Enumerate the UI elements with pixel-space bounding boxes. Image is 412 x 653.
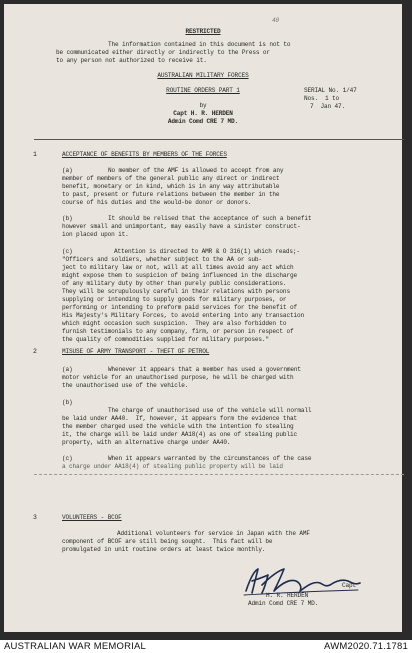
para-label-1a: (a) [62, 167, 73, 174]
para-label-2c: (c) [62, 455, 73, 462]
para-line: member of members of the general public any direct or indirect [62, 175, 280, 182]
torn-fold-line [34, 474, 404, 475]
order-date: 7 Jan 47. [310, 103, 346, 110]
para-line: the member charged used the vehicle with the intention fo stealing [62, 423, 294, 430]
para-line: promulgated in unit routine orders at least twice monthly. [62, 546, 266, 553]
para-label-1c: (c) [62, 248, 73, 255]
para-label-1b: (b) [62, 215, 73, 222]
para-line: supplying or intending to supply goods for military purposes, or [62, 296, 287, 303]
para-line: It should be relised that the acceptance of such a benefit [108, 215, 312, 222]
para-line: ject to military law or not, will at all times avoid any act which [62, 264, 294, 271]
section-title-2: MISUSE OF ARMY TRANSPORT - THEFT OF PETROL [62, 348, 210, 355]
force-heading: AUSTRALIAN MILITARY FORCES [157, 72, 249, 79]
notice-line-2: be communicated either directly or indirectly to the Press or [56, 49, 270, 56]
page-mark: 40 [272, 17, 280, 24]
signature-command: Admin Comd CRE 7 MD. [248, 600, 319, 607]
para-line: Additional volunteers for service in Japan with the AMF [117, 530, 310, 537]
para-line: They will be scrupulously careful in their relations with persons [62, 288, 290, 295]
section-title-3: VOLUNTEERS - BCOF [62, 514, 122, 521]
footer-bar [0, 640, 412, 653]
restricted-heading: RESTRICTED [185, 28, 221, 35]
section-number-1: 1 [33, 151, 37, 158]
para-line: The charge of unauthorised use of the vehicle will normall [108, 407, 312, 414]
footer-accession: AWM2020.71.1781 [324, 641, 408, 652]
para-line: it, the charge will be laid under AA18(4) as one of stealing public [62, 431, 297, 438]
para-line: the quality of commodities supplied for military purposes." [62, 336, 269, 343]
notice-line-3: to any person not authorized to receive it. [56, 57, 207, 64]
officer-command: Admin Comd CRE 7 MD. [167, 118, 239, 125]
para-line: property, with an alternative charge under AA40. [62, 439, 231, 446]
serial-number: SERIAL No. 1/47 [304, 87, 357, 94]
para-line: ion placed upon it. [62, 231, 129, 238]
section-number-3: 3 [33, 514, 37, 521]
signature-name: H. R. HERDEN [266, 592, 309, 599]
order-numbers: Nos. 1 to [304, 95, 340, 102]
section-title-1: ACCEPTANCE OF BENEFITS BY MEMBERS OF THE FORCES [62, 151, 227, 158]
notice-line-1: The information contained in this document is not to [108, 41, 291, 48]
para-line: Whenever it appears that a member has used a government [108, 366, 301, 373]
section-number-2: 2 [33, 348, 37, 355]
para-line: No member of the AMF is allowed to accept from any [108, 167, 284, 174]
para-line: might expose them to suspicion of being influenced in the discharge [62, 272, 297, 279]
header-divider [34, 139, 404, 140]
para-line: of any military duty by other than purely public considerations. [62, 280, 287, 287]
para-line: to past, present or future relations between the member in the [62, 191, 280, 198]
para-line: His Majesty's Military Forces, to avoid entering into any transaction [62, 312, 304, 319]
para-line: a charge under AA18(4) of stealing public property will be laid [62, 463, 283, 470]
para-line: however small and unimportant, may easily have a sinister construct- [62, 223, 301, 230]
para-line: furnish testimonials to any company, firm, or person in respect of [62, 328, 294, 335]
para-line: which might occasion such suspicion. They are also forbidden to [62, 320, 287, 327]
para-line: be laid under AA40. If, however, it appears form the evidence that [62, 415, 297, 422]
footer-source: AUSTRALIAN WAR MEMORIAL [4, 641, 147, 652]
orders-heading: ROUTINE ORDERS PART 1 [166, 87, 240, 94]
by-line: by [199, 102, 207, 109]
officer-name: Capt H. R. HERDEN [173, 110, 233, 117]
para-line: course of his duties and the would-be donor or donors. [62, 199, 252, 206]
signature-rank: Capt [342, 582, 357, 589]
para-line: benefit, monetary or in kind, which is in any way attributable [62, 183, 280, 190]
para-label-2b: (b) [62, 399, 73, 406]
document-page [4, 4, 402, 632]
para-line: motor vehicle for an unauthorised purpose, he will be charged with [62, 374, 294, 381]
para-line: "Officers and soldiers, whether subject to the AA or sub- [62, 256, 262, 263]
para-label-2a: (a) [62, 366, 73, 373]
para-line: the unauthorised use of the vehicle. [62, 382, 189, 389]
para-line: When it appears warranted by the circumstances of the case [108, 455, 312, 462]
para-line: performing or intending to preform paid services for the benefit of [62, 304, 297, 311]
para-line: component of BCOF are still being sought. This fact will be [62, 538, 273, 545]
para-line: Attention is directed to AMR & O 316(1) which reads;- [114, 248, 300, 255]
